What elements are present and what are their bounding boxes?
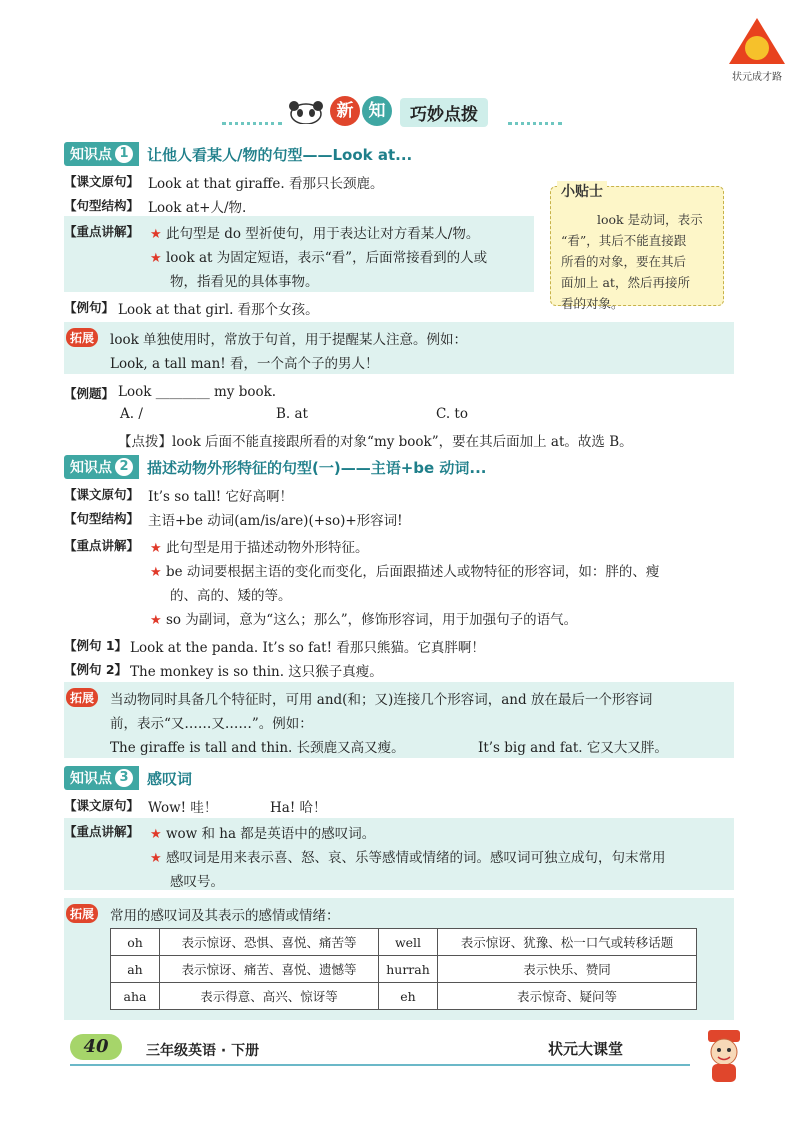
table-cell: 表示惊讶、痛苦、喜悦、遗憾等 bbox=[160, 956, 379, 983]
kp3-number: 3 bbox=[115, 769, 133, 787]
kp2-point-2: ★ be 动词要根据主语的变化而变化，后面跟描述人或物特征的形容词，如：胖的、瘦 bbox=[150, 564, 660, 580]
kp1-liti-label: 【例题】 bbox=[64, 386, 115, 401]
kp1-option-b: B. at bbox=[276, 406, 308, 422]
book-title: 三年级英语 · 下册 bbox=[146, 1043, 260, 1059]
kp1-tuozhan-2: Look, a tall man! 看，一个高个子的男人！ bbox=[110, 356, 379, 372]
mascot-icon bbox=[700, 1028, 748, 1084]
kp2-zhongdian-label: 【重点讲解】 bbox=[64, 538, 140, 553]
footer-divider bbox=[70, 1064, 690, 1066]
kp3-tuozhan-1: 常用的感叹词及其表示的感情或情绪： bbox=[110, 908, 340, 924]
kp2-tuozhan-1: 当动物同时具备几个特征时，可用 and(和；又)连接几个形容词，and 放在最后一个形容词 bbox=[110, 692, 653, 708]
table-cell: hurrah bbox=[379, 956, 438, 983]
kp2-li2-label: 【例句 2】 bbox=[64, 662, 128, 677]
star-icon: ★ bbox=[150, 565, 162, 580]
kp1-dianbo: 【点拨】look 后面不能直接跟所看的对象“my book”，要在其后面加上 at。故选 B。 bbox=[118, 434, 633, 450]
tip-title: 小贴士 bbox=[557, 181, 607, 201]
table-row bbox=[111, 929, 697, 956]
panda-icon bbox=[284, 98, 328, 124]
kp3-tuozhan-label: 拓展 bbox=[66, 904, 98, 923]
kp1-point-1: ★ 此句型是 do 型祈使句，用于表达让对方看某人/物。 bbox=[150, 226, 480, 242]
kp1-point-2-cont: 物，指看见的具体事物。 bbox=[170, 274, 319, 290]
banner-char-know: 知 bbox=[362, 96, 392, 126]
kp2-li2: The monkey is so thin. 这只猴子真瘦。 bbox=[130, 664, 383, 680]
kp2-tuozhan-label: 拓展 bbox=[66, 688, 98, 707]
kp2-kewen-label: 【课文原句】 bbox=[64, 487, 140, 502]
kp3-badge: 知识点 3 bbox=[64, 766, 139, 790]
knowledge-point-2-header bbox=[64, 455, 487, 479]
table-cell: eh bbox=[379, 983, 438, 1010]
kp1-li-label: 【例句】 bbox=[64, 300, 115, 315]
logo-triangle-icon bbox=[729, 18, 785, 64]
table-cell: 表示快乐、赞同 bbox=[438, 956, 697, 983]
kp1-jiegou: Look at+人/物. bbox=[148, 200, 247, 216]
publisher-logo bbox=[722, 18, 792, 88]
star-icon: ★ bbox=[150, 827, 162, 842]
kp2-tuozhan-3b: It’s big and fat. 它又大又胖。 bbox=[478, 740, 668, 756]
kp2-point-2-cont: 的、高的、矮的等。 bbox=[170, 588, 292, 604]
kp1-kewen-label: 【课文原句】 bbox=[64, 174, 140, 189]
kp1-point-2: ★ look at 为固定短语，表示“看”，后面常接看到的人或 bbox=[150, 250, 488, 266]
table-cell: oh bbox=[111, 929, 160, 956]
banner-dots-right bbox=[508, 122, 562, 125]
kp2-title: 描述动物外形特征的句型(一)——主语+be 动词... bbox=[147, 458, 487, 477]
table-row bbox=[111, 983, 697, 1010]
kp1-zhongdian-label: 【重点讲解】 bbox=[64, 224, 140, 239]
star-icon: ★ bbox=[150, 541, 162, 556]
table-cell: 表示得意、高兴、惊讶等 bbox=[160, 983, 379, 1010]
kp1-li: Look at that girl. 看那个女孩。 bbox=[118, 302, 319, 318]
table-cell: 表示惊讶、恐惧、喜悦、痛苦等 bbox=[160, 929, 379, 956]
kp3-kewen-1: Wow! 哇！ bbox=[148, 800, 218, 816]
table-cell: 表示惊奇、疑问等 bbox=[438, 983, 697, 1010]
kp1-jiegou-label: 【句型结构】 bbox=[64, 198, 140, 213]
knowledge-point-1-header bbox=[64, 142, 412, 166]
brand-name: 状元大课堂 bbox=[548, 1040, 624, 1058]
kp2-jiegou-label: 【句型结构】 bbox=[64, 511, 140, 526]
kp1-tuozhan-label: 拓展 bbox=[66, 328, 98, 347]
kp2-badge: 知识点 2 bbox=[64, 455, 139, 479]
section-banner bbox=[222, 96, 562, 136]
kp2-li1-label: 【例句 1】 bbox=[64, 638, 128, 653]
logo-text: 状元成才路 bbox=[732, 72, 782, 83]
star-icon: ★ bbox=[150, 227, 162, 242]
star-icon: ★ bbox=[150, 851, 162, 866]
kp2-point-1: ★ 此句型是用于描述动物外形特征。 bbox=[150, 540, 369, 556]
kp1-option-c: C. to bbox=[436, 406, 468, 422]
kp1-badge: 知识点 1 bbox=[64, 142, 139, 166]
kp2-li1: Look at the panda. It’s so fat! 看那只熊猫。它真胖啊！ bbox=[130, 640, 485, 656]
kp2-point-3: ★ so 为副词，意为“这么；那么”，修饰形容词，用于加强句子的语气。 bbox=[150, 612, 578, 628]
kp3-point-2: ★ 感叹词是用来表示喜、怒、哀、乐等感情或情绪的词。感叹词可独立成句，句末常用 bbox=[150, 850, 666, 866]
kp2-tuozhan-2: 前，表示“又……又……”。例如： bbox=[110, 716, 313, 732]
tip-box bbox=[550, 184, 724, 311]
kp3-point-1: ★ wow 和 ha 都是英语中的感叹词。 bbox=[150, 826, 376, 842]
kp2-tuozhan-3a: The giraffe is tall and thin. 长颈鹿又高又瘦。 bbox=[110, 740, 405, 756]
kp1-liti: Look ________ my book. bbox=[118, 384, 277, 400]
table-cell: well bbox=[379, 929, 438, 956]
kp2-jiegou: 主语+be 动词(am/is/are)(+so)+形容词! bbox=[148, 513, 403, 529]
banner-char-new: 新 bbox=[330, 96, 360, 126]
star-icon: ★ bbox=[150, 613, 162, 628]
table-cell: aha bbox=[111, 983, 160, 1010]
table-row bbox=[111, 956, 697, 983]
kp3-zhongdian-label: 【重点讲解】 bbox=[64, 824, 140, 839]
kp3-title: 感叹词 bbox=[147, 769, 193, 788]
kp1-option-a: A. / bbox=[120, 406, 143, 422]
kp1-tuozhan-1: look 单独使用时，常放于句首，用于提醒某人注意。例如： bbox=[110, 332, 468, 348]
kp1-kewen: Look at that giraffe. 看那只长颈鹿。 bbox=[148, 176, 384, 192]
banner-title: 巧妙点拨 bbox=[400, 98, 488, 127]
kp3-kewen-2: Ha! 哈！ bbox=[270, 800, 327, 816]
kp1-number: 1 bbox=[115, 145, 133, 163]
knowledge-point-3-header bbox=[64, 766, 192, 790]
banner-dots-left bbox=[222, 122, 282, 125]
kp3-point-2-cont: 感叹号。 bbox=[170, 874, 224, 890]
tip-body: look 是动词，表示 “看”，其后不能直接跟 所看的对象，要在其后 面加上 at，然后再接所 看的对象。 bbox=[561, 212, 703, 311]
kp2-kewen: It’s so tall! 它好高啊！ bbox=[148, 489, 293, 505]
table-cell: ah bbox=[111, 956, 160, 983]
kp3-kewen-label: 【课文原句】 bbox=[64, 798, 140, 813]
star-icon: ★ bbox=[150, 251, 162, 266]
kp1-title: 让他人看某人/物的句型——Look at... bbox=[147, 145, 413, 164]
table-cell: 表示惊讶、犹豫、松一口气或转移话题 bbox=[438, 929, 697, 956]
kp2-number: 2 bbox=[115, 458, 133, 476]
interjection-table bbox=[110, 928, 697, 1010]
page-number: 40 bbox=[70, 1034, 122, 1060]
